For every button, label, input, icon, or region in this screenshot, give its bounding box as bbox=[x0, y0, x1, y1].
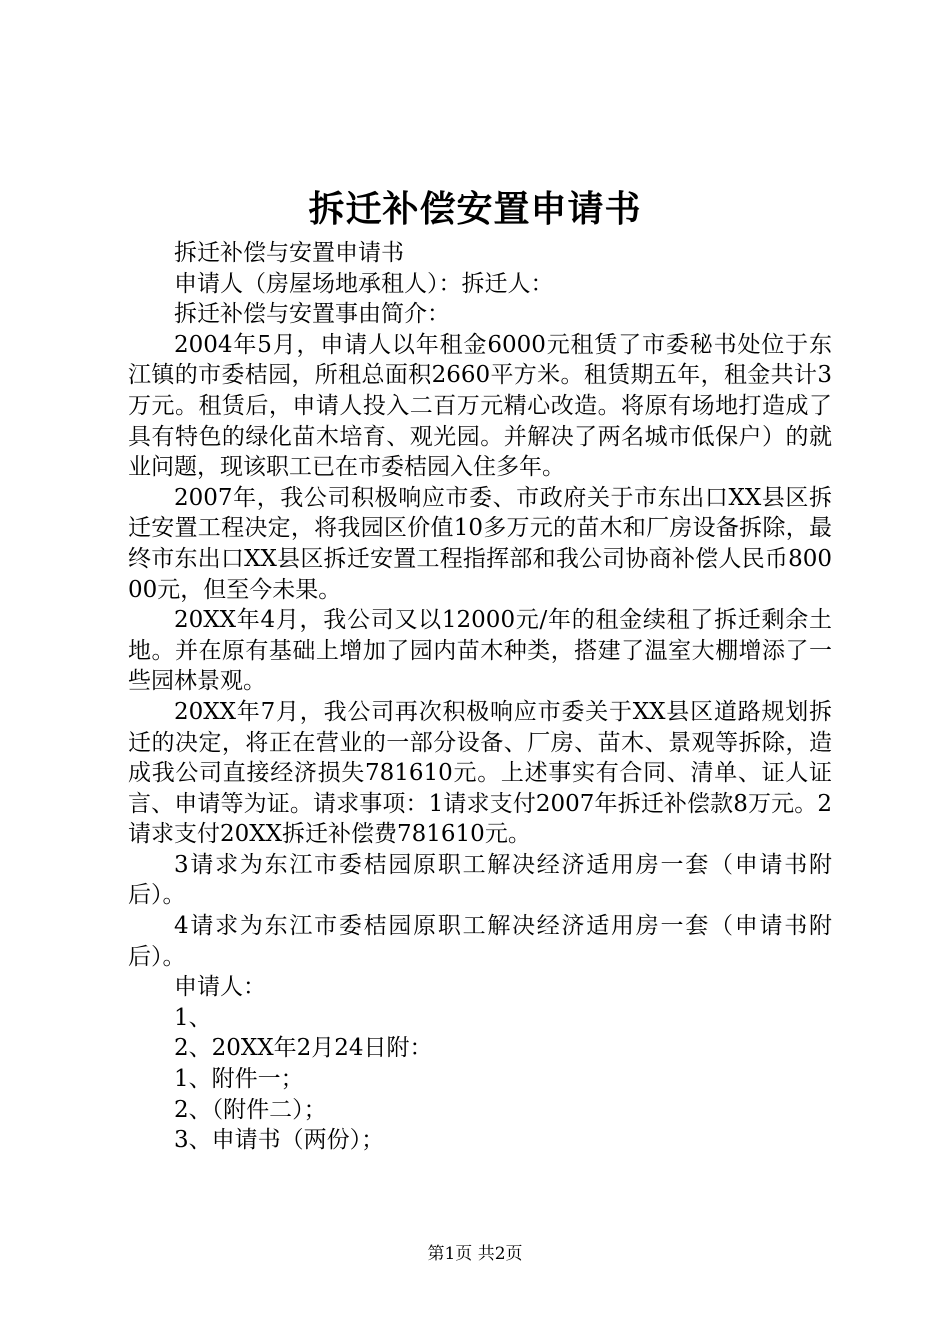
paragraph-summary-label: 拆迁补偿与安置事由简介： bbox=[174, 301, 450, 328]
paragraph-applicant-line: 申请人（房屋场地承租人）：拆迁人： bbox=[174, 270, 554, 297]
paragraph-applicant-signature: 申请人： bbox=[174, 974, 266, 1001]
paragraph-20xx-july: 20XX年7月，我公司再次积极响应市委关于XX县区道路规划拆迁的决定，将正在营业的一部分设备、厂房、苗木、景观等拆除，造成我公司直接经济损失781610元。上述事实有合同、清单、证人证言、申请等为证。请求事项：1请求支付2007年拆迁补偿款8万元。2请求支付20XX拆迁补偿费781610元。 bbox=[128, 698, 832, 848]
paragraph-heading: 拆迁补偿与安置申请书 bbox=[174, 240, 404, 266]
paragraph-2004: 2004年5月，申请人以年租金6000元租赁了市委秘书处位于东江镇的市委桔园，所租总面积2660平方米。租赁期五年，租金共计3万元。租赁后，申请人投入二百万元精心改造。将原有场地打造成了具有特色的绿化苗木培育、观光园。并解决了两名城市低保户）的就业问题，现该职工已在市委桔园入住多年。 bbox=[128, 331, 832, 481]
list-item: 2、20XX年2月24日附： bbox=[174, 1035, 433, 1062]
page-footer bbox=[0, 1243, 950, 1265]
page-number: 第1页 共2页 bbox=[427, 1244, 523, 1264]
paragraph-2007: 2007年，我公司积极响应市委、市政府关于市东出口XX县区拆迁安置工程决定，将我园区价值10多万元的苗木和厂房设备拆除，最终市东出口XX县区拆迁安置工程指挥部和我公司协商补偿人民币80000元，但至今未果。 bbox=[128, 484, 832, 603]
paragraph-request-3: 3请求为东江市委桔园原职工解决经济适用房一套（申请书附后）。 bbox=[128, 851, 832, 909]
paragraph-request-4: 4请求为东江市委桔园原职工解决经济适用房一套（申请书附后）。 bbox=[128, 913, 832, 970]
list-item: 1、附件一； bbox=[174, 1066, 304, 1093]
list-item: 2、（附件二）； bbox=[174, 1096, 327, 1123]
paragraph-20xx-april: 20XX年4月，我公司又以12000元/年的租金续租了拆迁剩余土地。并在原有基础上增加了园内苗木种类，搭建了温室大棚增添了一些园林景观。 bbox=[128, 607, 832, 695]
list-item: 1、 bbox=[174, 1004, 212, 1031]
document-title: 拆迁补偿安置申请书 bbox=[308, 188, 642, 230]
list-item: 3、申请书（两份）； bbox=[174, 1127, 385, 1154]
document-body bbox=[128, 238, 832, 1156]
